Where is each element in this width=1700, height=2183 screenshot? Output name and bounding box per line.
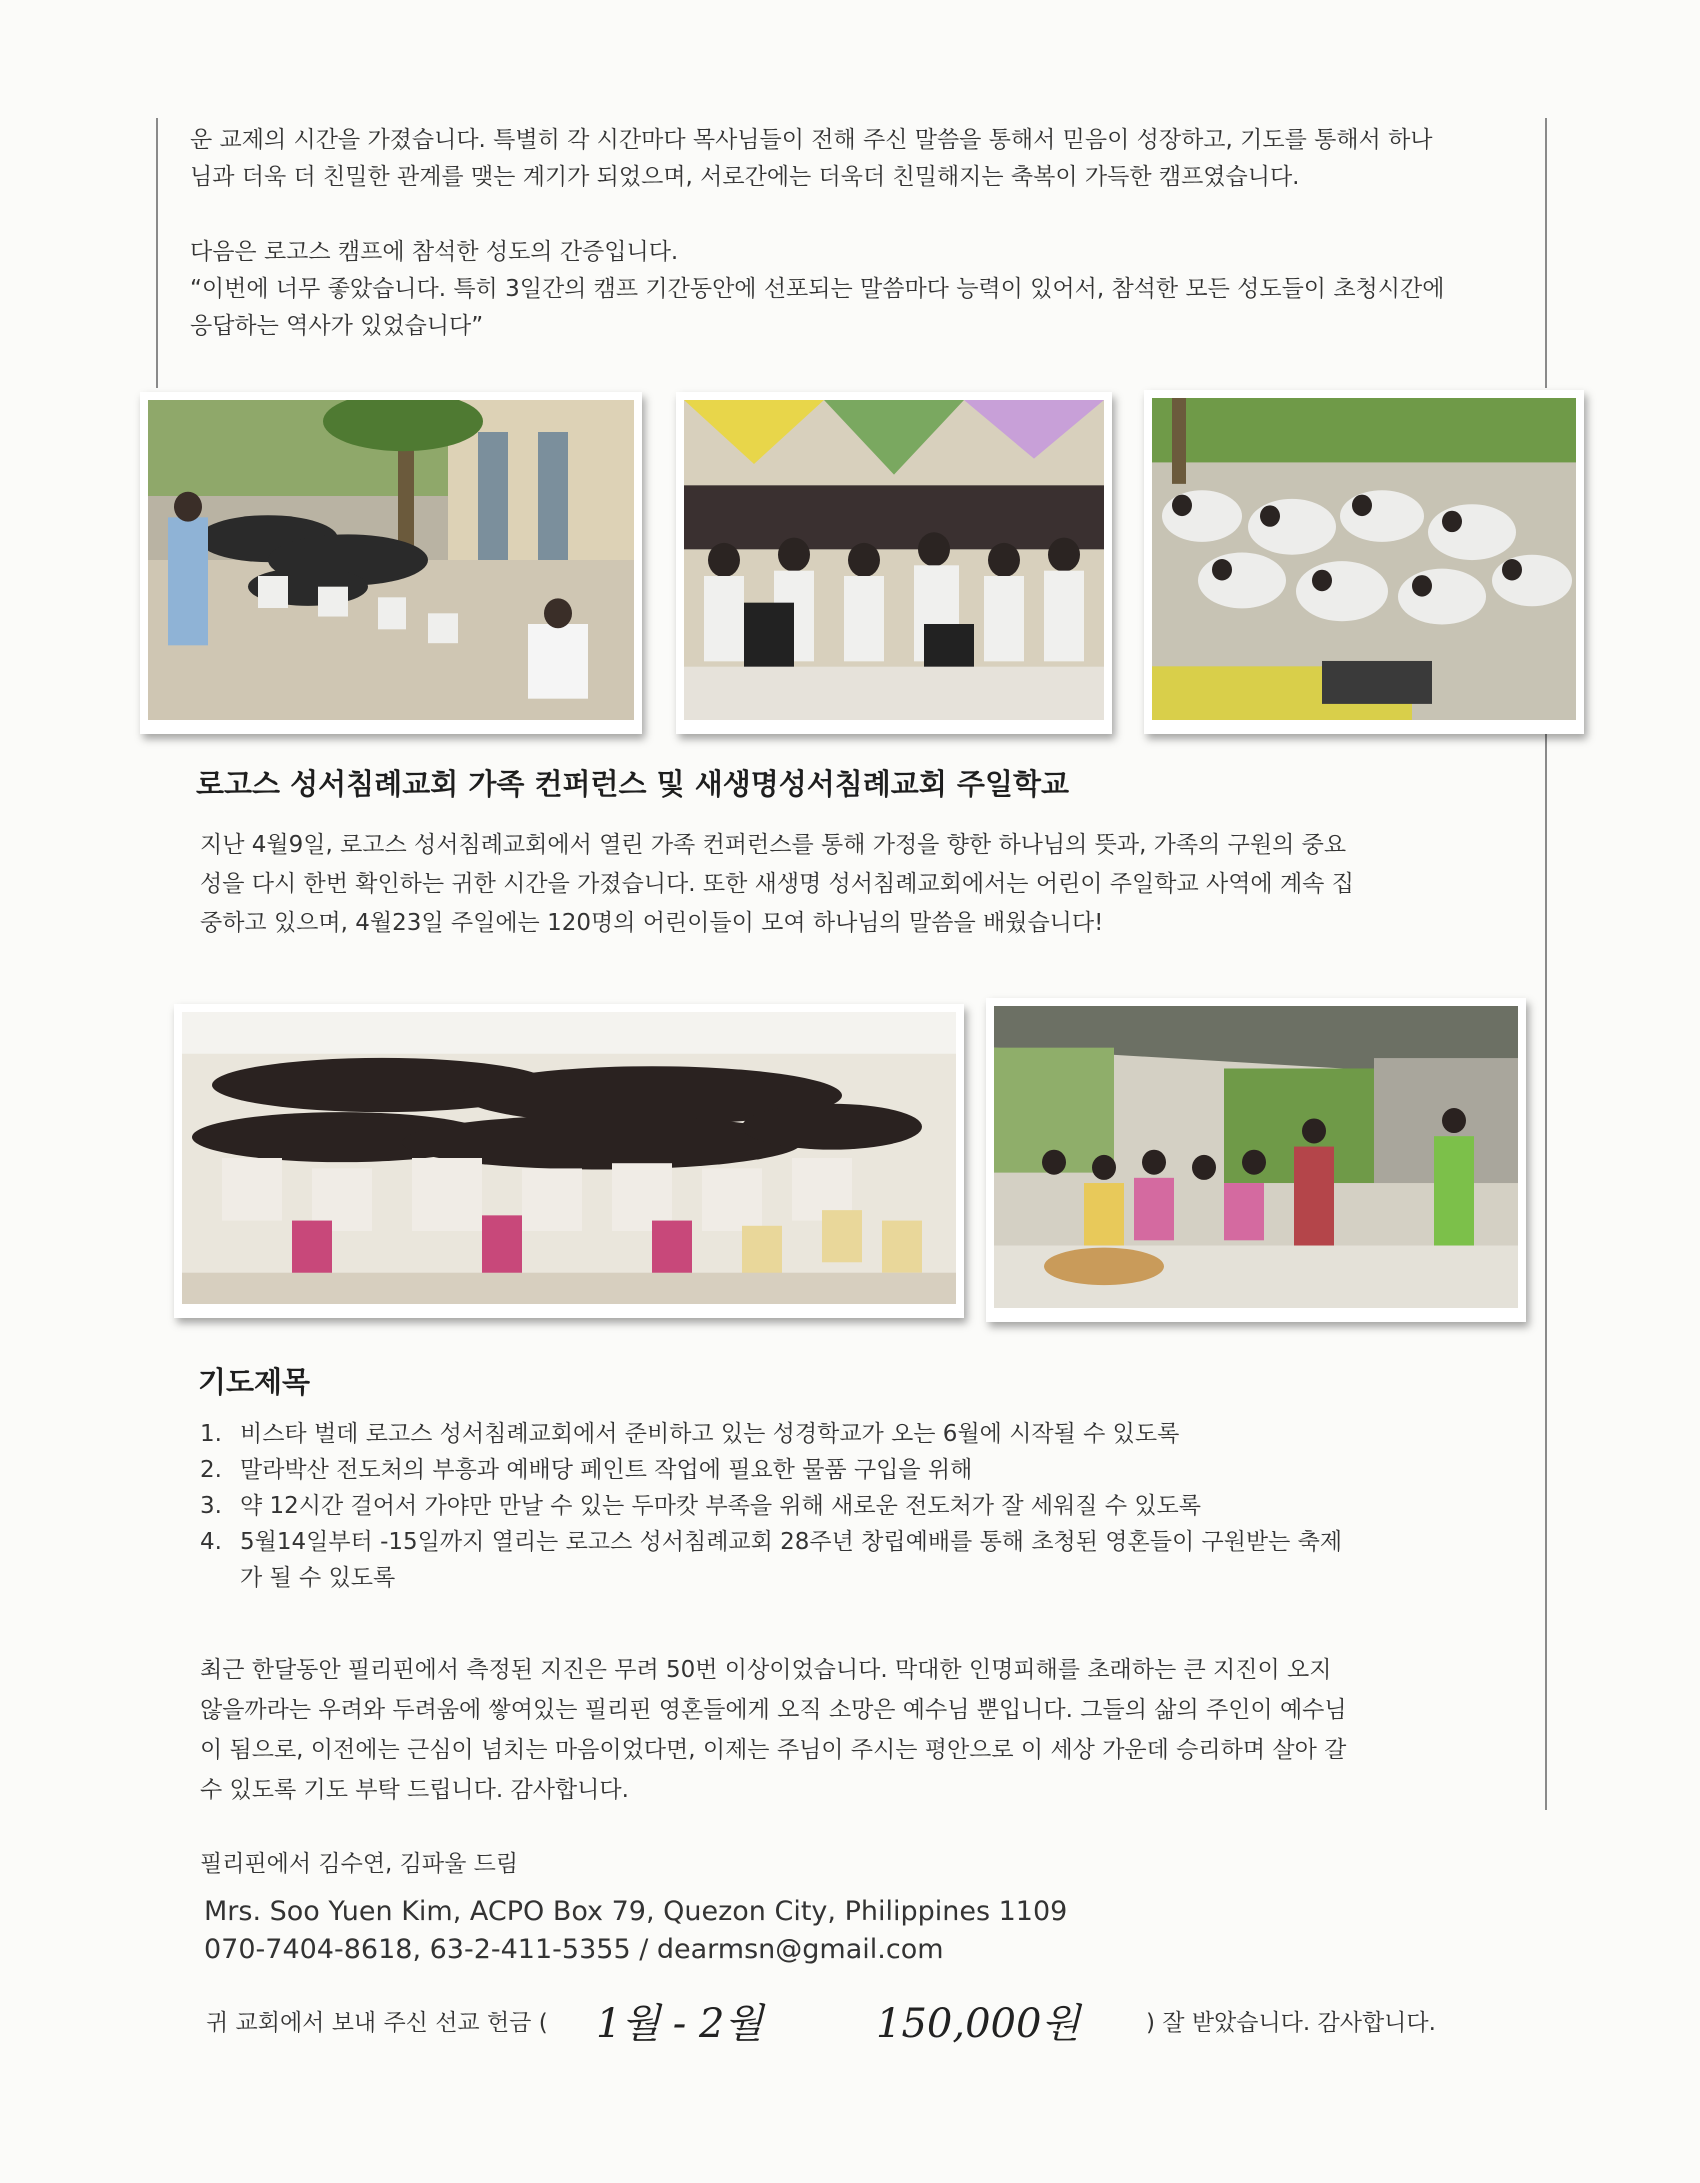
- camp-photo-prayer-kneeling-image: [1152, 398, 1576, 720]
- right-border-rule: [1545, 118, 1547, 388]
- conference-line: 지난 4월9일, 로고스 성서침례교회에서 열린 가족 컨퍼런스를 통해 가정을 향한 하나님의 뜻과, 가족의 구원의 중요: [200, 832, 1347, 858]
- testimony-quote-line: 응답하는 역사가 있었습니다”: [190, 313, 484, 339]
- prayer-item-text: 비스타 벌데 로고스 성서침례교회에서 준비하고 있는 성경학교가 오는 6월에 시작될 수 있도록: [240, 1421, 1180, 1447]
- prayer-item-text: 말라박산 전도처의 부흥과 예배당 페인트 작업에 필요한 물품 구입을 위해: [240, 1457, 973, 1483]
- handwritten-amount: 150,000원: [876, 2001, 1081, 2047]
- prayer-item-text-continued: 가 될 수 있도록: [240, 1565, 396, 1591]
- contact-info: 070-7404-8618, 63-2-411-5355 / dearmsn@gmail.com: [204, 1934, 944, 1965]
- receipt-suffix: ) 잘 받았습니다. 감사합니다.: [1146, 2010, 1436, 2036]
- mailing-address: Mrs. Soo Yuen Kim, ACPO Box 79, Quezon City, Philippines 1109: [204, 1896, 1068, 1927]
- testimony-intro-line: 다음은 로고스 캠프에 참석한 성도의 간증입니다.: [190, 239, 679, 265]
- family-conference-group-photo-image: [182, 1012, 956, 1304]
- closing-line: 수 있도록 기도 부탁 드립니다. 감사합니다.: [200, 1777, 629, 1803]
- camp-photo-prayer-kneeling: [1144, 390, 1584, 734]
- camp-photo-praising-crowd-image: [684, 400, 1104, 720]
- prayer-item-number: 1.: [200, 1421, 222, 1447]
- section-title-family-conference: 로고스 성서침례교회 가족 컨퍼런스 및 새생명성서침례교회 주일학교: [196, 767, 1069, 801]
- camp-photo-praising-crowd: [676, 392, 1112, 734]
- testimony-quote-line: “이번에 너무 좋았습니다. 특히 3일간의 캠프 기간동안에 선포되는 말씀마다 능력이 있어서, 참석한 모든 성도들이 초청시간에: [190, 276, 1445, 302]
- closing-line: 최근 한달동안 필리핀에서 측정된 지진은 무려 50번 이상이었습니다. 막대한 인명피해를 초래하는 큰 지진이 오지: [200, 1657, 1332, 1683]
- prayer-list: [200, 1416, 1460, 1596]
- closing-paragraph: [200, 1650, 1520, 1810]
- sunday-school-children-photo-image: [994, 1006, 1518, 1308]
- prayer-item: [200, 1452, 1460, 1488]
- prayer-item: [200, 1524, 1460, 1596]
- prayer-item-number: 3.: [200, 1493, 222, 1519]
- prayer-item: [200, 1416, 1460, 1452]
- conference-line: 성을 다시 한번 확인하는 귀한 시간을 가졌습니다. 또한 새생명 성서침례교회에서는 어린이 주일학교 사역에 계속 집: [200, 871, 1354, 897]
- camp-photo-worship-outdoor: [140, 392, 642, 734]
- prayer-title: 기도제목: [198, 1365, 311, 1399]
- intro-line: 님과 더욱 더 친밀한 관계를 맺는 계기가 되었으며, 서로간에는 더욱더 친밀해지는 축복이 가득한 캠프였습니다.: [190, 164, 1300, 190]
- prayer-item-text: 약 12시간 걸어서 가야만 만날 수 있는 두마캇 부족을 위해 새로운 전도처가 잘 세워질 수 있도록: [240, 1493, 1201, 1519]
- receipt-prefix: 귀 교회에서 보내 주신 선교 헌금 (: [206, 2010, 548, 2036]
- intro-paragraph-1: [190, 122, 1530, 196]
- family-conference-paragraph: [200, 826, 1520, 943]
- prayer-item: [200, 1488, 1460, 1524]
- signature: 필리핀에서 김수연, 김파울 드림: [200, 1851, 519, 1877]
- handwritten-months: 1월 - 2월: [596, 2001, 764, 2047]
- intro-line: 운 교제의 시간을 가졌습니다. 특별히 각 시간마다 목사님들이 전해 주신 말씀을 통해서 믿음이 성장하고, 기도를 통해서 하나: [190, 127, 1433, 153]
- closing-line: 않을까라는 우려와 두려움에 쌓여있는 필리핀 영혼들에게 오직 소망은 예수님 뿐입니다. 그들의 삶의 주인이 예수님: [200, 1697, 1347, 1723]
- prayer-item-number: 2.: [200, 1457, 222, 1483]
- prayer-item-text: 5월14일부터 -15일까지 열리는 로고스 성서침례교회 28주년 창립예배를 통해 초청된 영혼들이 구원받는 축제: [240, 1529, 1343, 1555]
- intro-paragraph-2: [190, 234, 1530, 345]
- left-border-rule: [156, 118, 158, 388]
- prayer-item-number: 4.: [200, 1529, 222, 1555]
- right-border-rule-lower: [1545, 720, 1547, 1810]
- camp-photo-worship-outdoor-image: [148, 400, 634, 720]
- conference-line: 중하고 있으며, 4월23일 주일에는 120명의 어린이들이 모여 하나님의 말씀을 배웠습니다!: [200, 910, 1104, 936]
- sunday-school-children-photo: [986, 998, 1526, 1322]
- family-conference-group-photo: [174, 1004, 964, 1318]
- closing-line: 이 됨으로, 이전에는 근심이 넘치는 마음이었다면, 이제는 주님이 주시는 평안으로 이 세상 가운데 승리하며 살아 갈: [200, 1737, 1347, 1763]
- receipt-line: [206, 1992, 1506, 2052]
